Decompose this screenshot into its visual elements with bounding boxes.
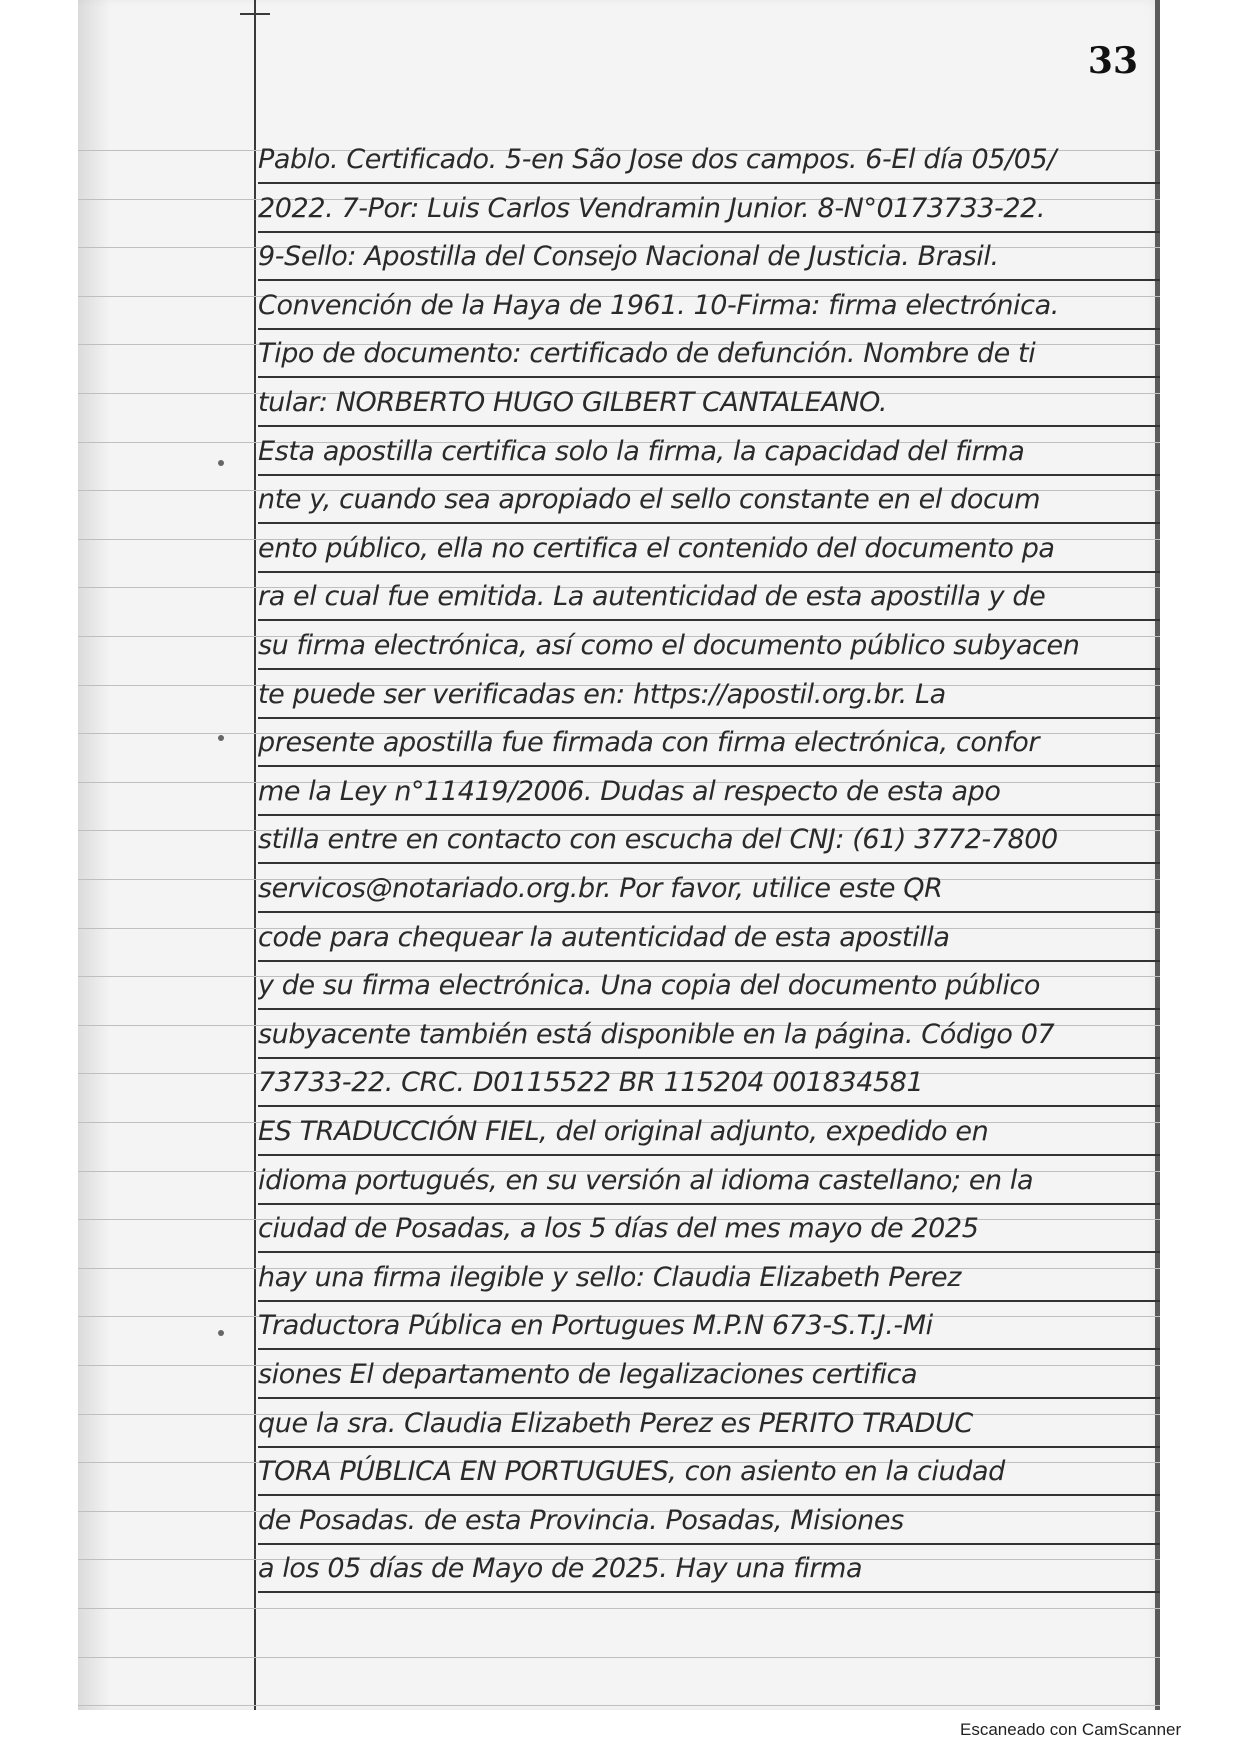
text-line: de Posadas. de esta Provincia. Posadas, Misiones [258, 1499, 1160, 1545]
text-line: ra el cual fue emitida. La autenticidad de esta apostilla y de [258, 575, 1160, 621]
text-line: te puede ser verificadas en: https://apostil.org.br. La [258, 673, 1160, 719]
text-line: me la Ley n°11419/2006. Dudas al respecto de esta apo [258, 770, 1160, 816]
margin-tick [240, 13, 270, 15]
text-line: ES TRADUCCIÓN FIEL, del original adjunto, expedido en [258, 1110, 1160, 1156]
text-line: tular: NORBERTO HUGO GILBERT CANTALEANO. [258, 381, 1160, 427]
ruled-line [78, 1608, 1160, 1609]
text-line: su firma electrónica, así como el documento público subyacen [258, 624, 1160, 670]
text-line: presente apostilla fue firmada con firma electrónica, confor [258, 721, 1160, 767]
binder-hole [218, 460, 224, 466]
text-line: idioma portugués, en su versión al idioma castellano; en la [258, 1159, 1160, 1205]
text-line: que la sra. Claudia Elizabeth Perez es PERITO TRADUC [258, 1402, 1160, 1448]
page-number: 33 [1087, 40, 1138, 82]
text-line: Esta apostilla certifica solo la firma, la capacidad del firma [258, 430, 1160, 476]
notebook-page [78, 0, 1160, 1710]
text-line: ento público, ella no certifica el contenido del documento pa [258, 527, 1160, 573]
text-line: Traductora Pública en Portugues M.P.N 673-S.T.J.-Mi [258, 1304, 1160, 1350]
text-line: stilla entre en contacto con escucha del CNJ: (61) 3772-7800 [258, 818, 1160, 864]
text-line: subyacente también está disponible en la página. Código 07 [258, 1013, 1160, 1059]
binder-hole [218, 735, 224, 741]
text-line: 2022. 7-Por: Luis Carlos Vendramin Junior. 8-N°0173733-22. [258, 187, 1160, 233]
binder-hole [218, 1330, 224, 1336]
text-line: 9-Sello: Apostilla del Consejo Nacional de Justicia. Brasil. [258, 235, 1160, 281]
text-line: 73733-22. CRC. D0115522 BR 115204 001834581 [258, 1061, 1160, 1107]
margin-line [254, 0, 256, 1710]
scanner-watermark: Escaneado con CamScanner [960, 1720, 1182, 1739]
text-line: servicos@notariado.org.br. Por favor, utilice este QR [258, 867, 1160, 913]
text-line: Convención de la Haya de 1961. 10-Firma: firma electrónica. [258, 284, 1160, 330]
text-line: a los 05 días de Mayo de 2025. Hay una firma [258, 1547, 1160, 1593]
text-line: hay una firma ilegible y sello: Claudia Elizabeth Perez [258, 1256, 1160, 1302]
ruled-line [78, 1705, 1160, 1706]
ruled-line [78, 1657, 1160, 1658]
text-line: siones El departamento de legalizaciones certifica [258, 1353, 1160, 1399]
text-line: y de su firma electrónica. Una copia del documento público [258, 964, 1160, 1010]
page-shadow [78, 0, 110, 1710]
text-line: Pablo. Certificado. 5-en São Jose dos campos. 6-El día 05/05/ [258, 138, 1160, 184]
text-line: Tipo de documento: certificado de defunción. Nombre de ti [258, 332, 1160, 378]
text-line: code para chequear la autenticidad de esta apostilla [258, 916, 1160, 962]
text-line: nte y, cuando sea apropiado el sello constante en el docum [258, 478, 1160, 524]
text-line: ciudad de Posadas, a los 5 días del mes mayo de 2025 [258, 1207, 1160, 1253]
text-line: TORA PÚBLICA EN PORTUGUES, con asiento en la ciudad [258, 1450, 1160, 1496]
